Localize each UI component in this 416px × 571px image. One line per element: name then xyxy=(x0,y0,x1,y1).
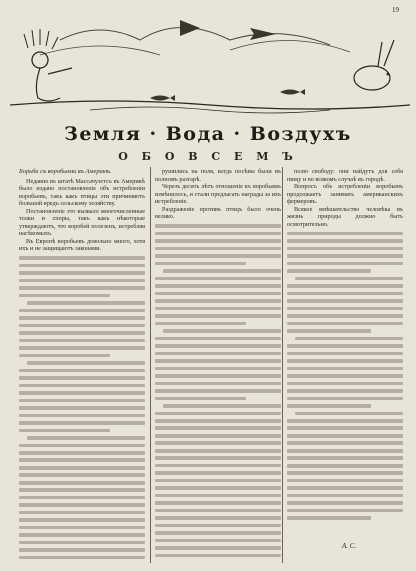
text-lines xyxy=(287,232,403,520)
paragraph: Черезъ десять лѣтъ отношеніе къ воробьямъ измѣнилось, и стали предлагать награды за ихъ истребленіе. xyxy=(155,183,281,205)
header-illustration xyxy=(0,0,416,122)
article-heading: Борьба съ воробьями въ Америкѣ. xyxy=(19,168,112,175)
paragraph: Постановленіе это вызвало многочисленные толки и споры, такъ какъ нѣкоторые утверждаютъ, что воробей полезенъ, истребляя насѣкомыхъ. xyxy=(19,207,145,237)
page-subtitle: О Б О В С Е М Ъ xyxy=(118,150,298,163)
text-column-3 xyxy=(287,168,403,560)
paragraph: Вопросъ объ истребленіи воробьевъ продолжаетъ занимать американскихъ фермеровъ. xyxy=(287,183,403,205)
page-title: Земля · Вода · Воздухъ xyxy=(64,123,352,145)
page-number: 19 xyxy=(392,6,399,14)
paragraph: Въ Европѣ воробьевъ довольно много, хотя ихъ и не защищаютъ законами. xyxy=(19,237,145,252)
column-divider-right xyxy=(282,167,283,563)
text-lines xyxy=(19,256,145,560)
paragraph: Раздраженіе противъ птицъ было очень велико. xyxy=(155,205,281,220)
column-divider-left xyxy=(150,167,151,563)
text-column-2 xyxy=(155,168,281,560)
paragraph: Всякое вмѣшательство человѣка въ жизнь природы должно быть осмотрительно. xyxy=(287,205,403,228)
paragraph: рушились на поля, когда посѣвы были въ полномъ разгарѣ. xyxy=(155,168,281,183)
text-column-1 xyxy=(19,168,145,560)
paragraph: полю свободу: они найдутъ для себя пищу и во всякомъ случаѣ въ городѣ. xyxy=(287,168,403,183)
paragraph: Недавно въ штатѣ Массачузетсъ въ Америкѣ было издано постановленіе объ истребленіи воробьевъ, такъ какъ птицы эти причиняютъ большой вредъ сельскому хозяйству. xyxy=(19,177,145,207)
text-lines xyxy=(155,224,281,557)
author-signature: А. С. xyxy=(342,542,357,550)
